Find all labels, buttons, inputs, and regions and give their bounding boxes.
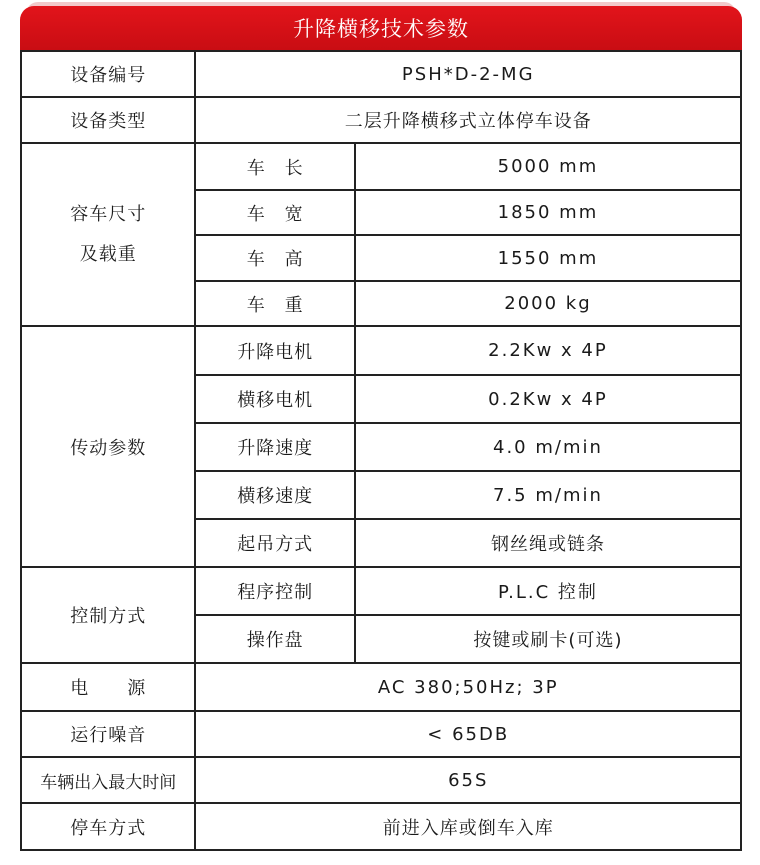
label-device-type: 设备类型	[21, 97, 195, 143]
label-operation-panel: 操作盘	[195, 615, 354, 663]
label-power: 电 源	[21, 663, 195, 711]
row-device-type	[21, 97, 741, 143]
row-capacity-length	[21, 143, 741, 190]
label-car-width: 车 宽	[195, 190, 354, 235]
label-program-control: 程序控制	[195, 567, 354, 615]
label-car-weight: 车 重	[195, 281, 354, 326]
value-lift-motor: 2.2Kw x 4P	[355, 326, 741, 375]
row-program-control	[21, 567, 741, 615]
row-parking-mode	[21, 803, 741, 850]
label-capacity-line2: 及载重	[79, 243, 137, 265]
value-car-width: 1850 mm	[355, 190, 741, 235]
label-car-length: 车 长	[195, 143, 354, 190]
row-max-time	[21, 757, 741, 803]
row-noise	[21, 711, 741, 757]
label-noise: 运行噪音	[21, 711, 195, 757]
value-traverse-motor: 0.2Kw x 4P	[355, 375, 741, 423]
label-capacity	[21, 143, 195, 326]
value-parking-mode: 前进入库或倒车入库	[195, 803, 741, 850]
label-traverse-speed: 横移速度	[195, 471, 354, 519]
value-program-control: P.L.C 控制	[355, 567, 741, 615]
value-operation-panel: 按键或刷卡(可选)	[355, 615, 741, 663]
label-capacity-line1: 容车尺寸	[70, 203, 147, 225]
label-lift-speed: 升降速度	[195, 423, 354, 471]
value-car-weight: 2000 kg	[355, 281, 741, 326]
label-lift-motor: 升降电机	[195, 326, 354, 375]
label-control: 控制方式	[21, 567, 195, 663]
value-car-length: 5000 mm	[355, 143, 741, 190]
label-hoisting: 起吊方式	[195, 519, 354, 567]
value-power: AC 380;50Hz; 3P	[195, 663, 741, 711]
value-lift-speed: 4.0 m/min	[355, 423, 741, 471]
label-device-code: 设备编号	[21, 51, 195, 97]
value-device-code: PSH*D-2-MG	[195, 51, 741, 97]
table-title: 升降横移技术参数	[20, 6, 742, 50]
label-max-time: 车辆出入最大时间	[21, 757, 195, 803]
value-device-type: 二层升降横移式立体停车设备	[195, 97, 741, 143]
value-hoisting: 钢丝绳或链条	[355, 519, 741, 567]
row-power	[21, 663, 741, 711]
label-transmission: 传动参数	[21, 326, 195, 567]
label-traverse-motor: 横移电机	[195, 375, 354, 423]
value-max-time: 65S	[195, 757, 741, 803]
row-lift-motor	[21, 326, 741, 375]
label-car-height: 车 高	[195, 235, 354, 281]
value-noise: < 65DB	[195, 711, 741, 757]
value-traverse-speed: 7.5 m/min	[355, 471, 741, 519]
spec-table	[20, 50, 742, 851]
label-parking-mode: 停车方式	[21, 803, 195, 850]
row-device-code	[21, 51, 741, 97]
value-car-height: 1550 mm	[355, 235, 741, 281]
